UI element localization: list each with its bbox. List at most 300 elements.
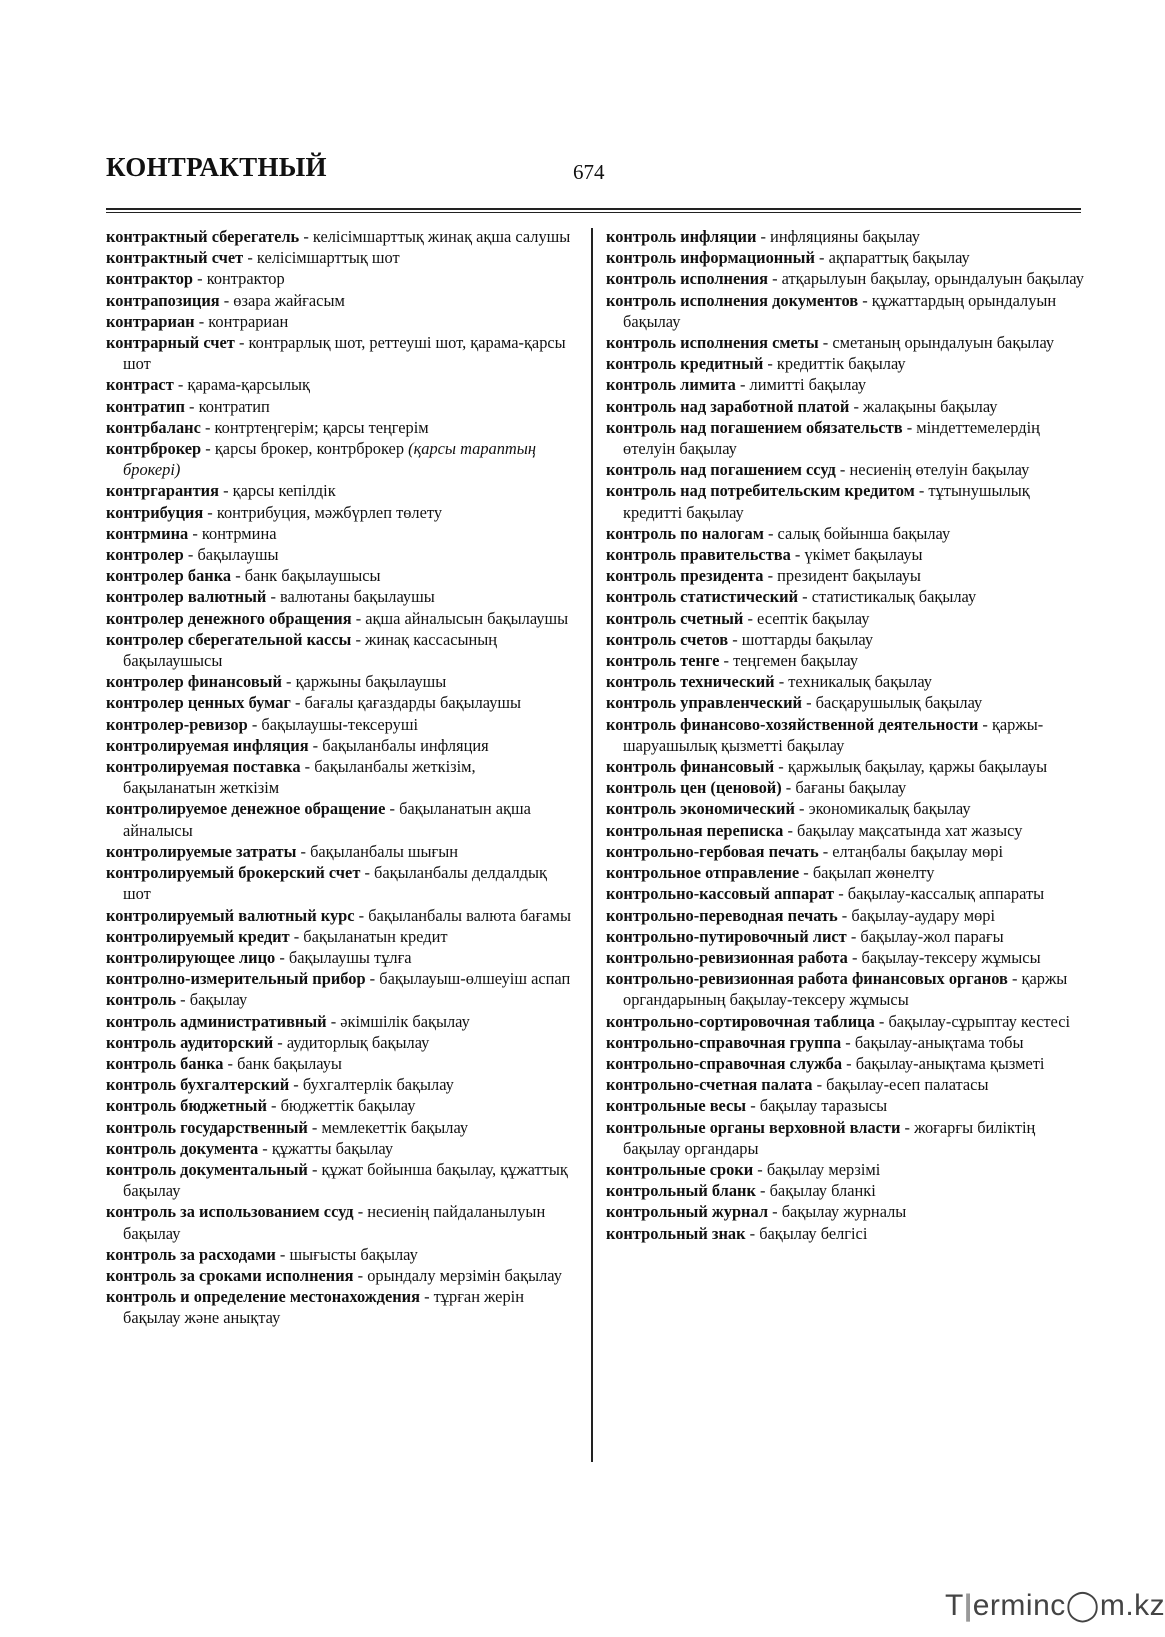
entry-term: контроль государственный	[106, 1117, 308, 1137]
entry-translation: теңгемен бақылау	[733, 651, 859, 671]
entry-translation: инфляцияны бақылау	[770, 227, 920, 246]
entry-translation: президент бақылауы	[777, 566, 921, 586]
entry-separator: -	[841, 1032, 855, 1052]
dictionary-entry	[606, 947, 1084, 968]
entry-separator: -	[266, 1096, 281, 1116]
entry-separator: -	[173, 375, 188, 395]
entry-separator: -	[978, 714, 992, 734]
entry-translation: бақылау-тексеру жұмысы	[861, 947, 1041, 967]
entry-term: контроль и определение местонахождения	[106, 1287, 420, 1307]
entry-term: контрольно-кассовый аппарат	[606, 884, 835, 904]
entry-translation: лимитті бақылау	[749, 375, 867, 395]
entry-translation: техникалық бақылау	[788, 672, 933, 692]
entry-separator: -	[763, 523, 778, 543]
entry-separator: -	[900, 1117, 915, 1137]
dictionary-entry	[106, 926, 572, 947]
entry-translation: өзара жайғасым	[233, 290, 345, 310]
entry-translation: бақыланбалы делдалдық шот	[123, 863, 547, 904]
entry-separator: -	[914, 481, 929, 501]
entry-separator: -	[753, 1159, 767, 1179]
entry-term: контролируемые затраты	[106, 841, 297, 861]
entry-term: контроль над потребительским кредитом	[606, 481, 915, 501]
entry-translation: банк бақылауы	[237, 1053, 342, 1073]
entry-separator: -	[763, 354, 777, 374]
entry-separator: -	[814, 248, 829, 268]
entry-translation: бақыланбалы жеткізім, бақыланатын жеткізім	[123, 757, 476, 798]
dictionary-entry	[106, 1244, 572, 1265]
dictionary-entry	[106, 523, 572, 544]
entry-translation: бақылап жөнелту	[812, 863, 935, 883]
entry-translation: қаржы органдарының бақылау-тексеру жұмысы	[623, 969, 1068, 1010]
entry-separator: -	[300, 757, 315, 777]
entry-term: контрольные весы	[606, 1096, 747, 1116]
entry-term: контраст	[106, 375, 174, 395]
dictionary-entry	[606, 1053, 1084, 1074]
entry-translation: бақылау мерзімі	[766, 1159, 881, 1179]
entry-translation: жалақыны бақылау	[863, 396, 998, 416]
entry-term: контрактор	[106, 269, 194, 289]
entry-translation: есептік бақылау	[757, 608, 870, 628]
entry-separator: -	[735, 375, 750, 395]
entry-separator: -	[783, 820, 797, 840]
entry-term: контроль над погашением ссуд	[606, 460, 836, 480]
entry-translation: бақылау-анықтама қызметі	[855, 1053, 1045, 1073]
dictionary-entry	[106, 311, 572, 332]
entry-translation: бақылау-есеп палатасы	[826, 1075, 989, 1095]
entry-separator: -	[763, 566, 778, 586]
entry-translation: бақыланбалы валюта бағамы	[368, 905, 571, 925]
entry-term: контролер	[106, 545, 184, 565]
entry-separator: -	[728, 629, 742, 649]
entry-term: контроль исполнения документов	[606, 290, 859, 310]
entry-translation: тұтынушылық кредитті бақылау	[623, 481, 1030, 522]
entry-translation: бақылау-жол парағы	[860, 926, 1004, 946]
entry-separator: -	[818, 841, 833, 861]
entry-separator: -	[351, 608, 366, 628]
entry-separator: -	[281, 672, 296, 692]
dictionary-entry	[606, 756, 1084, 777]
entry-separator: -	[842, 1053, 856, 1073]
entry-translation: бақыланбалы инфляция	[322, 735, 489, 755]
dictionary-entry	[106, 608, 572, 629]
entry-separator: -	[834, 884, 848, 904]
entry-separator: -	[219, 481, 233, 501]
entry-note: (қарсы тараптың брокері)	[123, 439, 537, 480]
entry-separator: -	[201, 439, 215, 459]
entry-term: контроль технический	[606, 672, 775, 692]
entry-term: контролирующее лицо	[106, 947, 276, 967]
entry-term: контроль исполнения	[606, 269, 768, 289]
entry-translation: ақша айналысын бақылаушы	[365, 608, 569, 628]
entry-separator: -	[774, 672, 789, 692]
entry-translation: бақылаушы тұлға	[288, 947, 412, 967]
dictionary-entry	[606, 565, 1084, 586]
dictionary-entry	[106, 671, 572, 692]
dictionary-entry	[106, 1074, 572, 1095]
dictionary-entry	[106, 1265, 572, 1286]
dictionary-entry	[606, 586, 1084, 607]
dictionary-entry	[106, 1032, 572, 1053]
entry-separator: -	[835, 460, 850, 480]
entry-term: контролируемая инфляция	[106, 735, 309, 755]
entry-separator: -	[812, 1075, 827, 1095]
entry-separator: -	[296, 841, 311, 861]
right-column	[606, 226, 1084, 1244]
dictionary-entry	[606, 777, 1084, 798]
entry-translation: бақылау белгісі	[759, 1223, 868, 1243]
entry-separator: -	[385, 799, 400, 819]
entry-term: контрмина	[106, 523, 189, 543]
entry-separator: -	[768, 1202, 782, 1222]
entry-translation: міндеттемелердің өтелуін бақылау	[623, 417, 1040, 459]
dictionary-entry	[606, 417, 1084, 459]
entry-translation: қаржы-шаруашылық қызметті бақылау	[623, 714, 1044, 755]
entry-translation: әкімшілік бақылау	[340, 1011, 470, 1031]
entry-separator: -	[365, 969, 380, 989]
entry-translation: банк бақылаушысы	[244, 566, 381, 586]
dictionary-entry	[106, 396, 572, 417]
dictionary-entry	[106, 989, 572, 1010]
dictionary-entry	[606, 247, 1084, 268]
entry-translation: бюджеттік бақылау	[280, 1096, 416, 1116]
dictionary-entry	[606, 268, 1084, 289]
entry-separator: -	[354, 905, 369, 925]
entry-separator: -	[837, 905, 852, 925]
entry-translation: қарсы брокер, контрброкер	[214, 439, 405, 459]
entry-translation: контрарлық шот, реттеуші шот, қарама-қарсы шот	[123, 333, 566, 374]
entry-separator: -	[193, 269, 207, 289]
terminkom-logo: T|erminc◯m.kz	[945, 1589, 1165, 1622]
dictionary-entry	[106, 1053, 572, 1074]
entry-term: контролно-измерительный прибор	[106, 969, 366, 989]
entry-term: контрольно-переводная печать	[606, 905, 838, 925]
dictionary-entry	[606, 841, 1084, 862]
entry-separator: -	[818, 333, 833, 353]
entry-term: контрольный знак	[606, 1223, 746, 1243]
entry-separator: -	[194, 311, 209, 331]
entry-translation: контртеңгерім; қарсы теңгерім	[214, 417, 429, 437]
entry-term: контроль документа	[106, 1138, 259, 1158]
entry-translation: контрибуция, мәжбүрлеп төлету	[216, 502, 443, 522]
entry-separator: -	[847, 947, 862, 967]
entry-translation: несиенің пайдаланылуын бақылау	[123, 1202, 546, 1243]
entry-separator: -	[273, 1032, 287, 1052]
dictionary-entry	[606, 692, 1084, 713]
entry-term: контрольно-гербовая печать	[606, 841, 819, 861]
entry-term: контрброкер	[106, 439, 202, 459]
entry-term: контроль президента	[606, 566, 764, 586]
entry-translation: контрмина	[201, 523, 277, 543]
entry-separator: -	[874, 1011, 889, 1031]
dictionary-entry	[106, 1138, 572, 1159]
entry-separator: -	[243, 248, 257, 268]
dictionary-entry	[106, 247, 572, 268]
entry-term: контроль цен (ценовой)	[606, 778, 782, 798]
entry-translation: атқарылуын бақылау, орындалуын бақылау	[781, 269, 1084, 289]
dictionary-entry	[106, 480, 572, 501]
entry-separator: -	[266, 587, 280, 607]
entry-separator: -	[768, 269, 782, 289]
entry-translation: қаржыны бақылаушы	[295, 672, 447, 692]
entry-separator: -	[290, 693, 305, 713]
entry-term: контроль инфляции	[606, 227, 757, 246]
entry-separator: -	[774, 757, 788, 777]
entry-translation: мемлекеттік бақылау	[321, 1117, 469, 1137]
dictionary-entry	[106, 862, 572, 904]
entry-separator: -	[275, 1244, 290, 1264]
entry-term: контролер-ревизор	[106, 714, 248, 734]
dictionary-entry	[606, 1159, 1084, 1180]
entry-separator: -	[200, 417, 215, 437]
entry-separator: -	[794, 799, 809, 819]
dictionary-entry	[606, 862, 1084, 883]
entry-translation: ақпараттық бақылау	[828, 248, 970, 268]
entry-translation: бақыланатын ақша айналысы	[123, 799, 531, 840]
entry-translation: құжатты бақылау	[271, 1138, 394, 1158]
dictionary-entry	[606, 459, 1084, 480]
header-rule-thin	[106, 212, 1081, 213]
entry-translation: бақылау журналы	[781, 1202, 907, 1222]
dictionary-entry	[106, 692, 572, 713]
entry-translation: бағалы қағаздарды бақылаушы	[304, 693, 522, 713]
entry-separator: -	[746, 1096, 760, 1116]
entry-separator: -	[231, 566, 245, 586]
entry-term: контроль бухгалтерский	[106, 1075, 290, 1095]
dictionary-entry	[606, 353, 1084, 374]
dictionary-entry	[606, 290, 1084, 332]
entry-term: контрактный сберегатель	[106, 227, 300, 246]
entry-translation: кредиттік бақылау	[776, 354, 906, 374]
entry-term: контроль тенге	[606, 651, 720, 671]
entry-translation: шоттарды бақылау	[741, 629, 874, 649]
dictionary-entry	[606, 1095, 1084, 1116]
entry-term: контролер банка	[106, 566, 232, 586]
entry-translation: тұрған жерін бақылау және анықтау	[123, 1287, 524, 1328]
entry-separator: -	[1007, 969, 1022, 989]
entry-translation: бухгалтерлік бақылау	[302, 1075, 454, 1095]
dictionary-entry	[106, 968, 572, 989]
dictionary-entry	[606, 820, 1084, 841]
entry-term: контролируемое денежное обращение	[106, 799, 386, 819]
entry-term: контроль бюджетный	[106, 1096, 267, 1116]
entry-separator: -	[849, 396, 864, 416]
dictionary-entry	[606, 1011, 1084, 1032]
dictionary-entry	[606, 926, 1084, 947]
entry-translation: келісімшарттық шот	[256, 248, 400, 268]
entry-term: контроль информационный	[606, 248, 815, 268]
entry-term: контролер сберегательной кассы	[106, 629, 352, 649]
entry-separator: -	[219, 290, 234, 310]
entry-term: контрольно-ревизионная работа	[606, 947, 848, 967]
entry-term: контролер ценных бумаг	[106, 693, 291, 713]
dictionary-entry	[106, 756, 572, 798]
logo-o-icon: ◯	[1065, 1589, 1100, 1622]
entry-term: контроль счетный	[606, 608, 744, 628]
entry-term: контратип	[106, 396, 185, 416]
entry-separator: -	[184, 396, 199, 416]
dictionary-entry	[106, 374, 572, 395]
entry-term: контролируемая поставка	[106, 757, 301, 777]
entry-term: контроль над погашением обязательств	[606, 417, 903, 437]
entry-separator: -	[258, 1138, 272, 1158]
entry-separator: -	[781, 778, 796, 798]
column-divider	[591, 228, 593, 1462]
dictionary-entry	[106, 268, 572, 289]
entry-term: контролируемый валютный курс	[106, 905, 355, 925]
dictionary-entry	[106, 290, 572, 311]
entry-separator: -	[247, 714, 262, 734]
entry-separator: -	[326, 1011, 341, 1031]
entry-term: контролер денежного обращения	[106, 608, 352, 628]
dictionary-entry	[606, 629, 1084, 650]
entry-separator: -	[275, 947, 289, 967]
entry-term: контрарный счет	[106, 333, 235, 353]
entry-term: контролер финансовый	[106, 672, 282, 692]
entry-translation: бақылауыш-өлшеуіш аспап	[379, 969, 571, 989]
dictionary-entry	[106, 226, 572, 247]
entry-translation: бақылаушы	[197, 545, 279, 565]
entry-term: контроль финансово-хозяйственной деятельности	[606, 714, 979, 734]
entry-term: контролер валютный	[106, 587, 267, 607]
dictionary-entry	[606, 1074, 1084, 1095]
entry-term: контрольная переписка	[606, 820, 784, 840]
entry-term: контроль над заработной платой	[606, 396, 850, 416]
entry-separator: -	[351, 629, 365, 649]
entry-translation: бақылау	[189, 990, 248, 1010]
entry-separator: -	[799, 863, 813, 883]
entry-translation: бағаны бақылау	[795, 778, 907, 798]
dictionary-entry	[606, 544, 1084, 565]
entry-translation: шығысты бақылау	[289, 1244, 418, 1264]
entry-translation: басқарушылық бақылау	[815, 693, 983, 713]
dictionary-entry	[106, 502, 572, 523]
entry-separator: -	[790, 545, 805, 565]
entry-separator: -	[289, 926, 304, 946]
entry-separator: -	[353, 1202, 368, 1222]
entry-term: контроль за использованием ссуд	[106, 1202, 354, 1222]
entry-separator: -	[176, 990, 190, 1010]
entry-term: контроль кредитный	[606, 354, 764, 374]
entry-term: контроль банка	[106, 1053, 224, 1073]
dictionary-entry	[606, 226, 1084, 247]
entry-term: контрольные органы верховной власти	[606, 1117, 901, 1137]
entry-term: контроль статистический	[606, 587, 799, 607]
dictionary-entry	[106, 905, 572, 926]
dictionary-entry	[106, 947, 572, 968]
entry-translation: экономикалық бақылау	[808, 799, 971, 819]
entry-term: контролируемый брокерский счет	[106, 863, 361, 883]
entry-translation: салық бойынша бақылау	[777, 523, 951, 543]
entry-term: контрольно-справочная служба	[606, 1053, 843, 1073]
dictionary-entry	[606, 714, 1084, 756]
entry-translation: жинақ кассасының бақылаушысы	[123, 629, 498, 671]
dictionary-entry	[606, 1032, 1084, 1053]
entry-term: контроль правительства	[606, 545, 791, 565]
dictionary-entry	[106, 586, 572, 607]
dictionary-entry	[606, 332, 1084, 353]
entry-separator: -	[902, 417, 917, 437]
entry-term: контргарантия	[106, 481, 219, 501]
entry-translation: орындалу мерзімін бақылау	[367, 1265, 562, 1285]
entry-separator: -	[802, 693, 816, 713]
dictionary-entry	[606, 1117, 1084, 1159]
entry-translation: елтаңбалы бақылау мөрі	[832, 841, 1004, 861]
entry-separator: -	[858, 290, 872, 310]
entry-term: контрольно-ревизионная работа финансовых органов	[606, 969, 1008, 989]
entry-translation: контрактор	[206, 269, 285, 289]
dictionary-entry	[606, 968, 1084, 1010]
dictionary-entry	[106, 565, 572, 586]
entry-separator: -	[299, 227, 313, 246]
dictionary-entry	[106, 1095, 572, 1116]
entry-separator: -	[307, 1117, 322, 1137]
dictionary-entry	[106, 438, 572, 480]
entry-translation: қаржылық бақылау, қаржы бақылауы	[787, 757, 1048, 777]
dictionary-entry	[106, 1201, 572, 1243]
entry-translation: бақылау-сұрыптау кестесі	[888, 1011, 1071, 1031]
dictionary-entry	[606, 523, 1084, 544]
entry-term: контрапозиция	[106, 290, 220, 310]
page-number: 674	[573, 160, 605, 184]
entry-term: контроль экономический	[606, 799, 795, 819]
entry-translation: статистикалық бақылау	[811, 587, 977, 607]
entry-separator: -	[719, 651, 734, 671]
entry-separator: -	[353, 1265, 368, 1285]
entry-translation: жоғарғы биліктің бақылау органдары	[623, 1117, 1036, 1158]
dictionary-entry	[606, 671, 1084, 692]
entry-term: контрбаланс	[106, 417, 201, 437]
entry-term: контроль финансовый	[606, 757, 775, 777]
entry-term: контроль за расходами	[106, 1244, 276, 1264]
entry-translation: бақылау мақсатында хат жазысу	[797, 820, 1023, 840]
entry-translation: құжаттардың орындалуын бақылау	[623, 290, 1057, 331]
entry-term: контроль лимита	[606, 375, 736, 395]
entry-term: контроль исполнения сметы	[606, 333, 819, 353]
dictionary-entry	[106, 798, 572, 840]
dictionary-entry	[106, 735, 572, 756]
entry-translation: контрариан	[208, 311, 289, 331]
entry-separator: -	[743, 608, 758, 628]
dictionary-entry	[606, 650, 1084, 671]
dictionary-entry	[106, 1117, 572, 1138]
entry-term: контрибуция	[106, 502, 204, 522]
entry-term: контроль по налогам	[606, 523, 764, 543]
entry-separator: -	[234, 333, 249, 353]
entry-separator: -	[756, 227, 771, 246]
entry-separator: -	[188, 523, 202, 543]
entry-separator: -	[183, 545, 198, 565]
dictionary-entry	[106, 629, 572, 671]
entry-separator: -	[307, 1159, 322, 1179]
page-header-title: КОНТРАКТНЫЙ	[106, 152, 327, 182]
dictionary-entry	[606, 1180, 1084, 1201]
dictionary-entry	[606, 1201, 1084, 1222]
dictionary-entry	[606, 1223, 1084, 1244]
dictionary-entry	[606, 798, 1084, 819]
entry-translation: қарама-қарсылық	[187, 375, 310, 395]
entry-separator: -	[308, 735, 323, 755]
dictionary-entry	[106, 1011, 572, 1032]
entry-translation: құжат бойынша бақылау, құжаттық бақылау	[123, 1159, 568, 1201]
entry-translation: контратип	[198, 396, 270, 416]
entry-term: контрольный бланк	[606, 1181, 756, 1201]
entry-translation: бақыланбалы шығын	[310, 841, 459, 861]
entry-separator: -	[755, 1181, 770, 1201]
dictionary-entry	[606, 374, 1084, 395]
dictionary-entry	[106, 1286, 572, 1328]
dictionary-entry	[606, 396, 1084, 417]
entry-term: контролируемый кредит	[106, 926, 290, 946]
